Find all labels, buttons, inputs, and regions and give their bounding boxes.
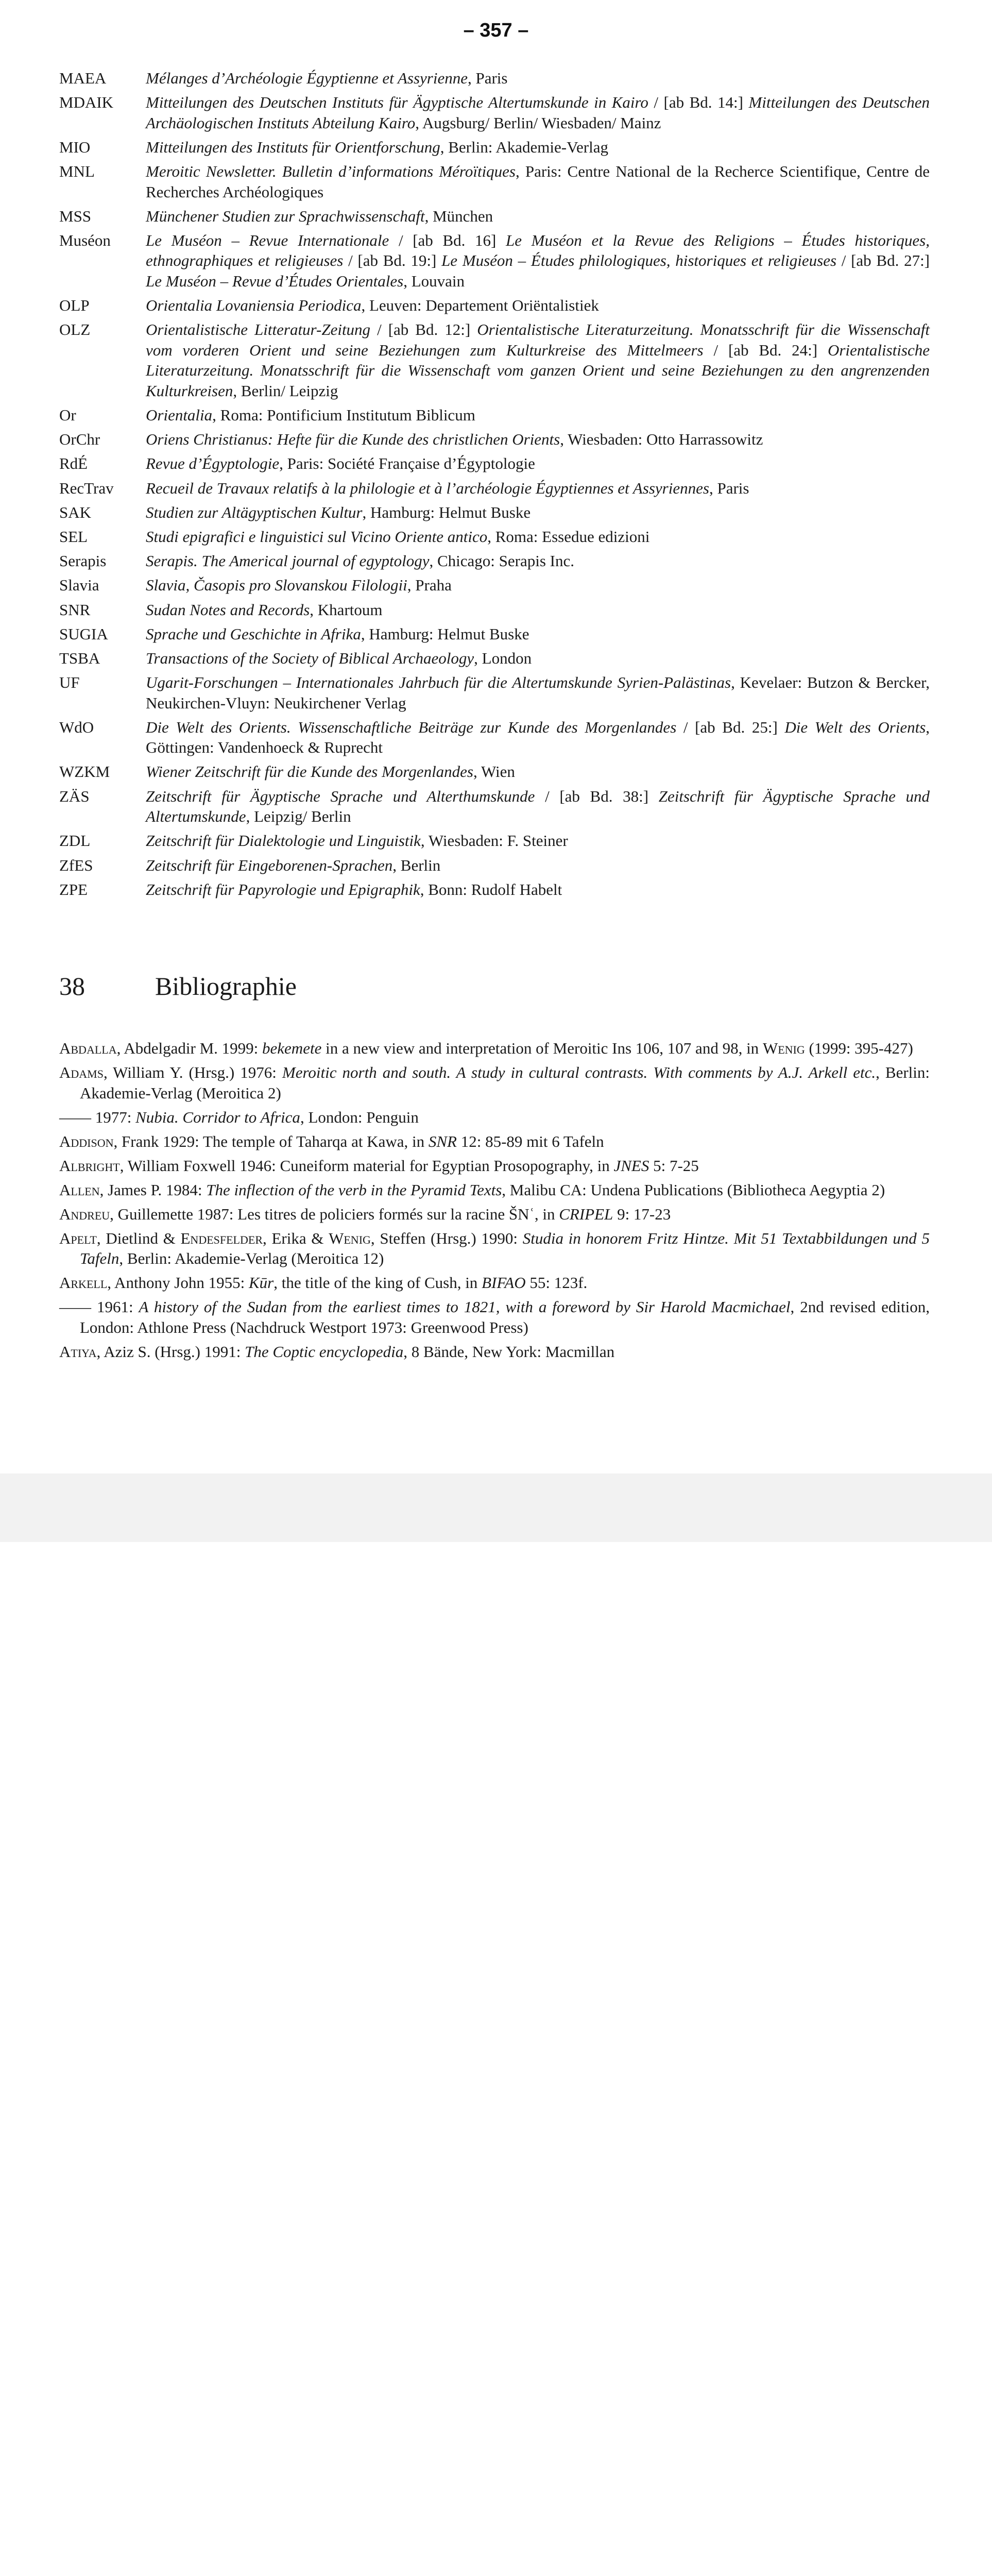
abbreviation-row (59, 624, 930, 645)
abbreviation-key: ZPE (59, 880, 88, 899)
italic-text: Orientalistische Literaturzeitung. Monatsschrift für die Wissenschaft vom ganzen Orient und seine Beziehungen zu den angrenzenden Kulturkreisen (146, 341, 930, 400)
abbreviation-row (59, 717, 930, 758)
bibliography-entry (59, 1228, 930, 1269)
bibliography-entry (59, 1297, 930, 1337)
text-run: , James P. 1984: (99, 1180, 207, 1199)
italic-text: Meroitic Newsletter. Bulletin d’informations Méroïtiques (146, 162, 516, 181)
abbreviation-key: WZKM (59, 762, 110, 781)
text-run: , Steffen (Hrsg.) 1990: (370, 1229, 523, 1247)
italic-text: Münchener Studien zur Sprachwissenschaft (146, 207, 425, 225)
text-run: 9: 17-23 (613, 1205, 671, 1223)
abbreviation-key: MDAIK (59, 93, 114, 112)
text-run: , Bonn: Rudolf Habelt (420, 880, 562, 899)
abbreviation-key: UF (59, 673, 80, 692)
abbreviation-row (59, 551, 930, 571)
italic-text: Orientalistische Litteratur-Zeitung (146, 320, 371, 339)
text-run: , Guillemette 1987: Les titres de policiers formés sur la racine ŠNʿ, in (110, 1205, 559, 1223)
italic-text: Slavia, Časopis pro Slovanskou Filologii (146, 576, 407, 595)
abbreviation-description (146, 551, 930, 571)
italic-text: BIFAO (482, 1274, 526, 1292)
italic-text: Wiener Zeitschrift für die Kunde des Morgenlandes (146, 762, 473, 781)
author-name: Andreu (59, 1205, 110, 1223)
text-run: , Chicago: Serapis Inc. (429, 552, 574, 570)
author-name: Albright (59, 1156, 120, 1175)
section-number: 38 (59, 972, 85, 1001)
italic-text: Zeitschrift für Eingeborenen-Sprachen (146, 856, 393, 874)
abbreviation-table (59, 68, 930, 904)
text-run: —— 1977: (59, 1108, 136, 1126)
text-run: , Kevelaer: Butzon & Bercker, Neukirchen-Vluyn: Neukirchener Verlag (146, 673, 930, 712)
italic-text: Le Muséon – Revue d’Études Orientales (146, 272, 404, 290)
text-run: 55: 123f. (525, 1274, 588, 1292)
abbreviation-row (59, 429, 930, 450)
text-run: , London: Penguin (300, 1108, 419, 1126)
abbreviation-row (59, 230, 930, 292)
abbreviation-row (59, 831, 930, 851)
text-run: , William Foxwell 1946: Cuneiform material for Egyptian Prosopography, in (119, 1156, 614, 1175)
section-title: Bibliographie (155, 972, 297, 1001)
abbreviation-row (59, 453, 930, 474)
abbreviation-row (59, 319, 930, 401)
text-run: , Hamburg: Helmut Buske (362, 503, 531, 521)
text-run: , Berlin: Akademie-Verlag (Meroitica 2) (80, 1063, 930, 1102)
abbreviation-description (146, 405, 930, 426)
bibliography-entry (59, 1156, 930, 1176)
abbreviation-key: OLP (59, 296, 90, 315)
author-name: Addison (59, 1132, 114, 1150)
text-run: , Wiesbaden: F. Steiner (420, 832, 568, 850)
text-run: , Roma: Pontificium Institutum Biblicum (212, 406, 475, 424)
abbreviation-row (59, 575, 930, 596)
italic-text: Le Muséon et la Revue des Religions – Études historiques, ethnographiques et religieuses (146, 231, 930, 270)
bibliography-list (59, 1038, 930, 1366)
italic-text: bekemete (262, 1039, 322, 1057)
text-run: / [ab Bd. 25:] (676, 718, 785, 736)
italic-text: Orientalia Lovaniensia Periodica (146, 296, 362, 315)
abbreviation-description (146, 230, 930, 292)
text-run: , Anthony John 1955: (107, 1274, 249, 1292)
text-run: , Paris: Société Française d’Égyptologie (279, 454, 535, 473)
abbreviation-key: MAEA (59, 69, 107, 87)
italic-text: SNR (428, 1132, 457, 1150)
author-name: Adams (59, 1063, 104, 1081)
abbreviation-row (59, 648, 930, 669)
italic-text: Oriens Christianus: Hefte für die Kunde des christlichen Orients (146, 430, 560, 449)
text-run: , Dietlind & (96, 1229, 181, 1247)
bibliography-entry (59, 1062, 930, 1103)
italic-text: Zeitschrift für Papyrologie und Epigraphik (146, 880, 420, 899)
italic-text: Mélanges d’Archéologie Égyptienne et Assyrienne (146, 69, 468, 87)
italic-text: Kūr (248, 1274, 274, 1292)
abbreviation-description (146, 453, 930, 474)
abbreviation-key: ZfES (59, 856, 93, 874)
abbreviation-row (59, 68, 930, 89)
italic-text: Zeitschrift für Dialektologie und Linguistik (146, 832, 421, 850)
text-run: , Erika & (263, 1229, 329, 1247)
abbreviation-description (146, 161, 930, 202)
abbreviation-description (146, 624, 930, 645)
text-run: , Roma: Essedue edizioni (487, 527, 650, 546)
abbreviation-row (59, 600, 930, 620)
italic-text: Die Welt des Orients. Wissenschaftliche Beiträge zur Kunde des Morgenlandes (146, 718, 677, 736)
author-name: Endesfelder (180, 1229, 263, 1247)
abbreviation-description (146, 319, 930, 401)
text-run: , Wien (473, 762, 515, 781)
abbreviation-description (146, 527, 930, 547)
text-run: , Leipzig/ Berlin (246, 807, 351, 826)
abbreviation-description (146, 879, 930, 900)
abbreviation-key: RdÉ (59, 454, 88, 473)
abbreviation-key: Or (59, 406, 76, 424)
text-run: , the title of the king of Cush, in (273, 1274, 482, 1292)
italic-text: Meroitic north and south. A study in cultural contrasts. With comments by A.J. Arkell etc. (282, 1063, 876, 1081)
abbreviation-key: Serapis (59, 552, 107, 570)
author-name: Atiya (59, 1342, 97, 1361)
abbreviation-description (146, 575, 930, 596)
text-run: , Göttingen: Vandenhoeck & Ruprecht (146, 718, 930, 757)
abbreviation-row (59, 161, 930, 202)
text-run: , Paris (709, 479, 749, 497)
text-run: , Malibu CA: Undena Publications (Bibliotheca Aegyptia 2) (502, 1180, 885, 1199)
abbreviation-row (59, 405, 930, 426)
italic-text: Le Muséon – Revue Internationale (146, 231, 389, 249)
italic-text: Die Welt des Orients (784, 718, 926, 736)
abbreviation-description (146, 855, 930, 876)
abbreviation-description (146, 92, 930, 133)
text-run: 12: 85-89 mit 6 Tafeln (456, 1132, 604, 1150)
abbreviation-description (146, 600, 930, 620)
text-run: , Wiesbaden: Otto Harrassowitz (560, 430, 763, 449)
italic-text: Mitteilungen des Deutschen Instituts für Ägyptische Altertumskunde in Kairo (146, 93, 648, 112)
text-run: / [ab Bd. 12:] (370, 320, 477, 339)
abbreviation-key: Muséon (59, 231, 111, 249)
abbreviation-row (59, 527, 930, 547)
abbreviation-description (146, 478, 930, 499)
abbreviation-row (59, 478, 930, 499)
author-name: Apelt (59, 1229, 97, 1247)
abbreviation-key: MIO (59, 138, 91, 156)
italic-text: The Coptic encyclopedia (245, 1342, 404, 1361)
text-run: , Berlin (392, 856, 441, 874)
italic-text: Recueil de Travaux relatifs à la philologie et à l’archéologie Égyptiennes et Assyriennes (146, 479, 709, 497)
author-name: Wenig (329, 1229, 371, 1247)
section-heading (59, 971, 297, 1001)
abbreviation-description (146, 672, 930, 713)
italic-text: Nubia. Corridor to Africa (135, 1108, 300, 1126)
abbreviation-key: SUGIA (59, 624, 108, 643)
text-run: , Leuven: Departement Oriëntalistiek (361, 296, 599, 315)
italic-text: Zeitschrift für Ägyptische Sprache und Altertumskunde (146, 787, 930, 826)
text-run: , Berlin: Akademie-Verlag (Meroitica 12) (119, 1249, 384, 1267)
text-run: , Khartoum (310, 600, 383, 619)
abbreviation-description (146, 68, 930, 89)
abbreviation-description (146, 786, 930, 827)
italic-text: CRIPEL (559, 1205, 613, 1223)
italic-text: Transactions of the Society of Biblical Archaeology (146, 649, 474, 667)
text-run: , Aziz S. (Hrsg.) 1991: (96, 1342, 245, 1361)
abbreviation-key: WdO (59, 718, 94, 736)
bibliography-entry (59, 1180, 930, 1200)
italic-text: Orientalia (146, 406, 213, 424)
italic-text: Le Muséon – Études philologiques, historiques et religieuses (441, 251, 837, 270)
text-run: / [ab Bd. 14:] (648, 93, 749, 112)
bibliography-entry (59, 1131, 930, 1152)
abbreviation-key: TSBA (59, 649, 100, 667)
italic-text: Mitteilungen des Instituts für Orientforschung (146, 138, 440, 156)
italic-text: Studia in honorem Fritz Hintze. Mit 51 Textabbildungen und 5 Tafeln (80, 1229, 930, 1267)
abbreviation-description (146, 429, 930, 450)
abbreviation-key: OLZ (59, 320, 91, 339)
bibliography-entry (59, 1204, 930, 1225)
abbreviation-key: Slavia (59, 576, 99, 595)
abbreviation-row (59, 761, 930, 782)
author-name: Allen (59, 1180, 100, 1199)
abbreviation-row (59, 502, 930, 523)
text-run: , 8 Bände, New York: Macmillan (403, 1342, 615, 1361)
italic-text: Studi epigrafici e linguistici sul Vicino Oriente antico (146, 527, 488, 546)
abbreviation-row (59, 206, 930, 227)
italic-text: JNES (613, 1156, 649, 1175)
abbreviation-description (146, 648, 930, 669)
abbreviation-row (59, 786, 930, 827)
abbreviation-key: SNR (59, 600, 91, 619)
italic-text: Ugarit-Forschungen – Internationales Jahrbuch für die Altertumskunde Syrien-Palästinas (146, 673, 731, 692)
author-name: Arkell (59, 1274, 108, 1292)
bibliography-entry (59, 1038, 930, 1059)
abbreviation-key: RecTrav (59, 479, 114, 497)
abbreviation-description (146, 761, 930, 782)
text-run: , Augsburg/ Berlin/ Wiesbaden/ Mainz (415, 113, 661, 132)
abbreviation-key: OrChr (59, 430, 100, 449)
text-run: / [ab Bd. 16] (389, 231, 506, 249)
italic-text: Orientalistische Literaturzeitung. Monatsschrift für die Wissenschaft vom vorderen Orient und seine Beziehungen zum Kulturkreise des Mittelmeers (146, 320, 930, 359)
italic-text: The inflection of the verb in the Pyramid Texts (206, 1180, 502, 1199)
abbreviation-row (59, 295, 930, 316)
abbreviation-key: MSS (59, 207, 92, 225)
text-run: , William Y. (Hrsg.) 1976: (103, 1063, 282, 1081)
abbreviation-key: ZÄS (59, 787, 90, 805)
text-run: / [ab Bd. 38:] (535, 787, 659, 805)
abbreviation-key: ZDL (59, 832, 91, 850)
author-name: Abdalla (59, 1039, 117, 1057)
text-run: , London (474, 649, 532, 667)
abbreviation-row (59, 855, 930, 876)
page-number: – 357 – (463, 20, 529, 41)
abbreviation-description (146, 502, 930, 523)
abbreviation-description (146, 717, 930, 758)
text-run: , Louvain (403, 272, 465, 290)
text-run: , Hamburg: Helmut Buske (361, 624, 529, 643)
italic-text: Sudan Notes and Records (146, 600, 310, 619)
abbreviation-key: SEL (59, 527, 88, 546)
text-run: , Abdelgadir M. 1999: (116, 1039, 263, 1057)
viewer-footer (0, 1473, 992, 1542)
abbreviation-description (146, 206, 930, 227)
italic-text: Zeitschrift für Ägyptische Sprache und Alterthumskunde (146, 787, 535, 805)
italic-text: Studien zur Altägyptischen Kultur (146, 503, 363, 521)
abbreviation-row (59, 879, 930, 900)
bibliography-entry (59, 1107, 930, 1128)
text-run: , Frank 1929: The temple of Taharqa at Kawa, in (113, 1132, 429, 1150)
abbreviation-row (59, 672, 930, 713)
text-run: , Berlin: Akademie-Verlag (440, 138, 609, 156)
text-run: , München (424, 207, 493, 225)
italic-text: Sprache und Geschichte in Afrika (146, 624, 361, 643)
text-run: —— 1961: (59, 1298, 139, 1316)
text-run: / [ab Bd. 24:] (703, 341, 828, 359)
abbreviation-description (146, 137, 930, 158)
abbreviation-description (146, 831, 930, 851)
author-name: Wenig (762, 1039, 805, 1057)
text-run: , 2nd revised edition, London: Athlone Press (Nachdruck Westport 1973: Greenwood Press) (80, 1298, 930, 1336)
italic-text: Mitteilungen des Deutschen Archäologischen Instituts Abteilung Kairo (146, 93, 930, 132)
italic-text: A history of the Sudan from the earliest times to 1821, with a foreword by Sir Harold Macmichael (139, 1298, 791, 1316)
text-run: in a new view and interpretation of Meroitic Ins 106, 107 and 98, in (321, 1039, 763, 1057)
text-run: , Paris: Centre National de la Recherce Scientifique, Centre de Recherches Archéologiques (146, 162, 930, 201)
text-run: / [ab Bd. 27:] (836, 251, 930, 270)
text-run: , Praha (407, 576, 452, 595)
abbreviation-key: SAK (59, 503, 92, 521)
text-run: 5: 7-25 (649, 1156, 699, 1175)
abbreviation-row (59, 92, 930, 133)
text-run: , Paris (467, 69, 508, 87)
italic-text: Revue d’Égyptologie (146, 454, 280, 473)
text-run: , Berlin/ Leipzig (233, 381, 338, 400)
abbreviation-key: MNL (59, 162, 95, 181)
bibliography-entry (59, 1342, 930, 1362)
bibliography-entry (59, 1273, 930, 1293)
italic-text: Serapis. The Americal journal of egyptology (146, 552, 430, 570)
abbreviation-row (59, 137, 930, 158)
abbreviation-description (146, 295, 930, 316)
text-run: (1999: 395-427) (805, 1039, 913, 1057)
text-run: / [ab Bd. 19:] (343, 251, 442, 270)
